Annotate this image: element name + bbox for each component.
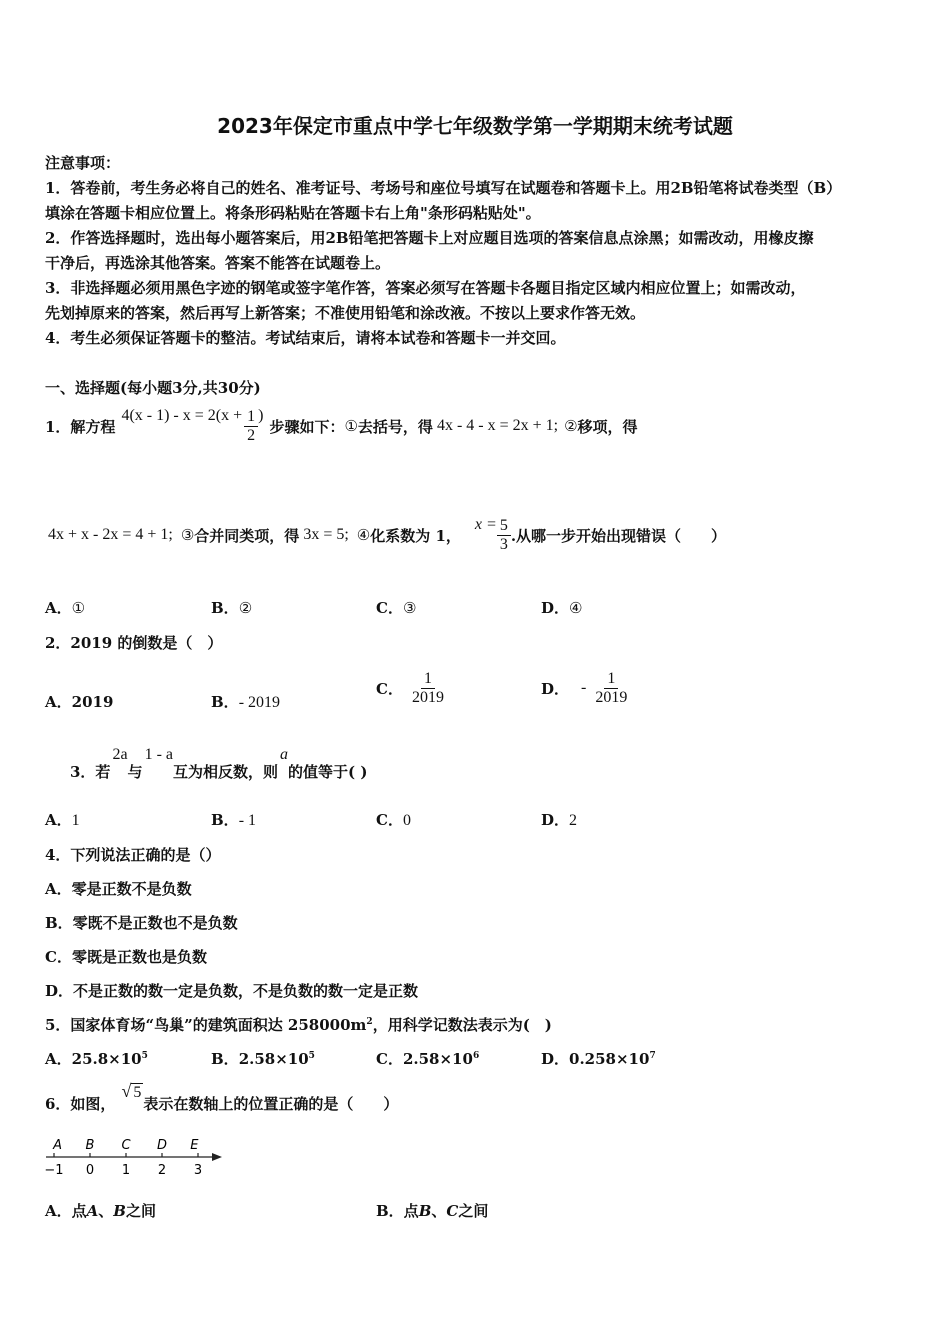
q1-equation-close: ) bbox=[258, 407, 264, 424]
q1-text: 移项，得 bbox=[577, 417, 638, 436]
notice-line: 2．作答选择题时，选出每小题答案后，用2B铅笔把答题卡上对应题目选项的答案信息点涂黑；如需改动，用橡皮擦 bbox=[45, 229, 814, 247]
q3-expression-2: 1 - a bbox=[144, 746, 173, 763]
q1-text: 步骤如下： bbox=[269, 417, 345, 436]
point-label-c: C bbox=[121, 1138, 131, 1153]
question-1-continued bbox=[48, 513, 726, 557]
q1-option-c: C．③ bbox=[376, 599, 417, 617]
sqrt-expression: √ 5 bbox=[121, 1081, 142, 1101]
q6-option-b: B．点B、C之间 bbox=[376, 1202, 489, 1220]
question-3: 3．若 2a 与 1 - a 互为相反数，则 a 的值等于( ) bbox=[70, 746, 368, 781]
q1-equation-lhs: 4(x - 1) - x = 2(x + bbox=[121, 407, 243, 424]
axis-tick-label: 1 bbox=[121, 1163, 131, 1178]
notice-line: 干净后，再选涂其他答案。答案不能答在试题卷上。 bbox=[45, 254, 391, 272]
axis-tick-label: −1 bbox=[44, 1163, 64, 1178]
q1-step4-fraction: $\frac{5}{3}$ bbox=[497, 517, 511, 554]
q4-option-d: D．不是正数的数一定是负数，不是负数的数一定是正数 bbox=[45, 982, 419, 1000]
q2-option-c-fraction: $\frac{1}{2019}$ bbox=[411, 669, 444, 706]
step-marker: ① bbox=[344, 417, 358, 435]
q1-prefix: 1．解方程 bbox=[45, 417, 116, 436]
q2-option-b: B．- 2019 bbox=[211, 693, 281, 711]
q1-option-a: A．① bbox=[45, 599, 86, 617]
q4-option-a: A．零是正数不是负数 bbox=[45, 880, 192, 898]
q1-option-b: B．② bbox=[211, 599, 253, 617]
q1-text: 化系数为 1， bbox=[370, 526, 461, 545]
q2-option-c: C． $\frac{1}{2019}$ bbox=[376, 664, 447, 712]
q5-option-a: A．$25.8\times 10^5$ bbox=[45, 1050, 148, 1068]
q6-option-a: A．点A、B之间 bbox=[45, 1202, 156, 1220]
q3-variable: a bbox=[280, 746, 289, 763]
q1-step4-lhs: x = bbox=[474, 516, 497, 533]
question-5: 5．国家体育场“鸟巢”的建筑面积达 $258000m^2$，用科学记数法表示为( ) bbox=[45, 1016, 552, 1034]
step-marker: ② bbox=[564, 417, 578, 435]
q1-step2-equation: 4x + x - 2x = 4 + 1; bbox=[48, 526, 173, 543]
question-2: 2．2019 的倒数是（ ） bbox=[45, 634, 223, 652]
q1-option-d: D．④ bbox=[541, 599, 583, 617]
notice-line: 先划掉原来的答案，然后再写上新答案；不准使用铅笔和涂改液。不按以上要求作答无效。 bbox=[45, 304, 646, 322]
axis-tick-label: 3 bbox=[193, 1163, 203, 1178]
q3-option-d: D．2 bbox=[541, 811, 578, 829]
q1-text: .从哪一步开始出现错误（ ） bbox=[510, 526, 727, 545]
q3-option-b: B．- 1 bbox=[211, 811, 257, 829]
q5-option-d: D．$0.258\times 10^7$ bbox=[541, 1050, 656, 1068]
point-label-b: B bbox=[85, 1138, 95, 1153]
notice-heading: 注意事项： bbox=[45, 154, 121, 172]
page-title: 2023年保定市重点中学七年级数学第一学期期末统考试题 bbox=[217, 114, 733, 138]
q4-option-b: B．零既不是正数也不是负数 bbox=[45, 914, 238, 932]
notice-line: 填涂在答题卡相应位置上。将条形码粘贴在答题卡右上角"条形码粘贴处"。 bbox=[45, 204, 541, 222]
q4-option-c: C．零既是正数也是负数 bbox=[45, 948, 207, 966]
q5-option-c: C．$2.58\times 10^6$ bbox=[376, 1050, 480, 1068]
axis-tick-label: 2 bbox=[157, 1163, 167, 1178]
q2-option-d: D． - $\frac{1}{2019}$ bbox=[541, 664, 630, 712]
point-label-a: A bbox=[53, 1138, 63, 1153]
q3-option-a: A．1 bbox=[45, 811, 80, 829]
q2-option-a: A．2019 bbox=[45, 693, 114, 711]
q1-step1-equation: 4x - 4 - x = 2x + 1; bbox=[436, 417, 559, 434]
q1-step3-equation: 3x = 5; bbox=[303, 526, 349, 543]
point-label-e: E bbox=[190, 1138, 199, 1153]
q1-equation-fraction: $\frac{1}{2}$ bbox=[244, 408, 258, 445]
q5-option-b: B．$2.58\times 10^5$ bbox=[211, 1050, 315, 1068]
question-6: 6．如图， √ 5 表示在数轴上的位置正确的是（ ） bbox=[45, 1081, 399, 1113]
question-1 bbox=[45, 404, 638, 448]
notice-line: 3．非选择题必须用黑色字迹的钢笔或签字笔作答，答案必须写在答题卡各题目指定区域内相应位置上；如需改动， bbox=[45, 279, 806, 297]
question-4: 4．下列说法正确的是（） bbox=[45, 846, 221, 864]
section-heading: 一、选择题(每小题3分,共30分) bbox=[45, 379, 261, 397]
step-marker: ④ bbox=[356, 526, 371, 544]
q3-option-c: C．0 bbox=[376, 811, 411, 829]
arrow-icon bbox=[212, 1153, 222, 1161]
q1-text: 去括号，得 bbox=[357, 417, 433, 436]
axis-tick-label: 0 bbox=[85, 1163, 95, 1178]
q2-option-d-fraction: $\frac{1}{2019}$ bbox=[595, 669, 628, 706]
q1-text: 合并同类项，得 bbox=[194, 526, 300, 545]
notice-line: 1．答卷前，考生务必将自己的姓名、准考证号、考场号和座位号填写在试题卷和答题卡上。用2B铅笔将试卷类型（B） bbox=[45, 179, 842, 197]
q3-expression-1: 2a bbox=[112, 746, 128, 763]
notice-line: 4．考生必须保证答题卡的整洁。考试结束后，请将本试卷和答题卡一并交回。 bbox=[45, 329, 566, 347]
point-label-d: D bbox=[156, 1138, 168, 1153]
radical-sign: √ bbox=[121, 1081, 132, 1101]
step-marker: ③ bbox=[180, 526, 195, 544]
number-line bbox=[40, 1132, 230, 1180]
